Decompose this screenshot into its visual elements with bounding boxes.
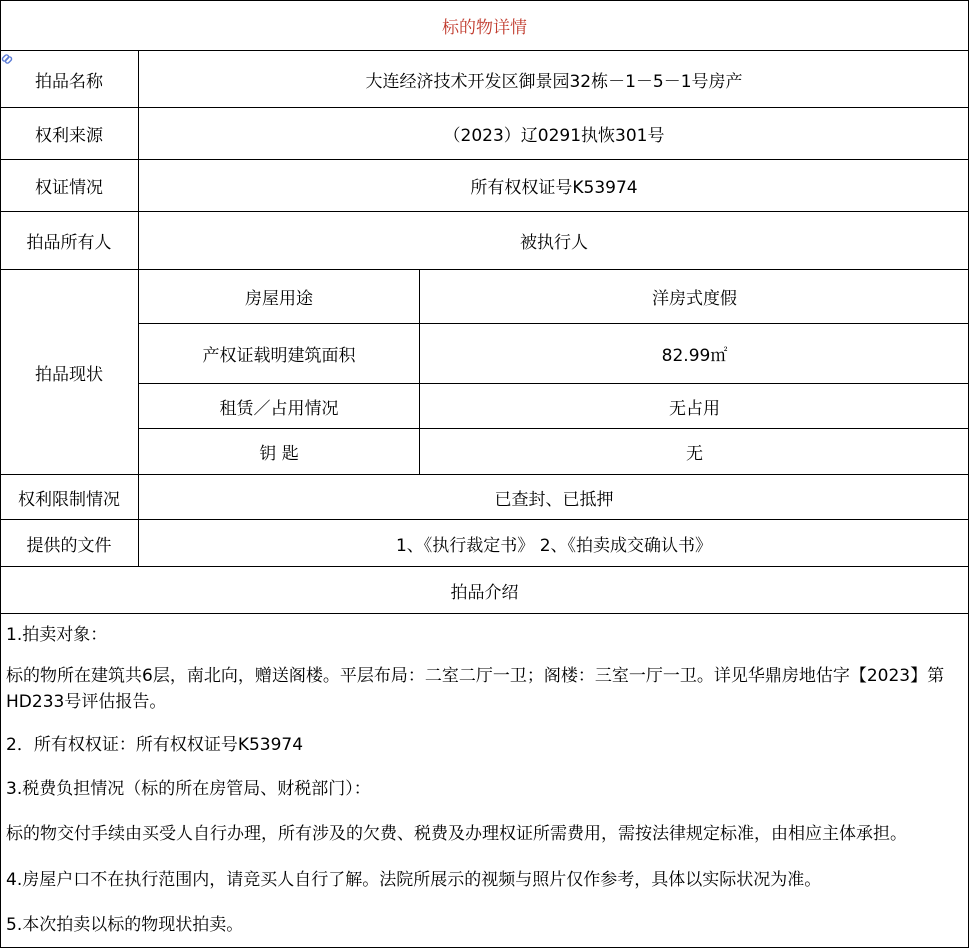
value-keys: 无 [686, 444, 703, 464]
value-owner: 被执行人 [520, 233, 588, 253]
value-item-name: 大连经济技术开发区御景园32栋－1－5－1号房产 [365, 71, 743, 92]
intro-paragraph: 4.房屋户口不在执行范围内，请竞买人自行了解。法院所展示的视频与照片仅作参考，具体以实际状况为准。 [6, 870, 822, 890]
intro-paragraph: 1.拍卖对象： [6, 625, 108, 645]
value-rights-restriction: 已查封、已抵押 [494, 489, 614, 510]
label-item-name: 拍品名称 [35, 71, 103, 92]
intro-paragraph: 3.税费负担情况（标的所在房管局、财税部门）： [6, 779, 371, 799]
value-documents: 1、《执行裁定书》 2、《拍卖成交确认书》 [395, 535, 713, 556]
label-documents: 提供的文件 [26, 535, 112, 556]
value-occupancy: 无占用 [669, 398, 720, 419]
intro-paragraph: 标的物交付手续由买受人自行办理，所有涉及的欠费、税费及办理权证所需费用，需按法律规定标准，由相应主体承担。 [6, 824, 907, 844]
page-title: 标的物详情 [442, 17, 527, 38]
row-divider [0, 613, 969, 614]
label-owner: 拍品所有人 [26, 233, 112, 253]
value-rights-source: （2023）辽0291执恢301号 [443, 126, 665, 146]
intro-paragraph: 5.本次拍卖以标的物现状拍卖。 [6, 915, 244, 935]
intro-paragraph: 标的物所在建筑共6层，南北向，赠送阁楼。平层布局：二室二厅一卫；阁楼：三室一厅一卫。详见华鼎房地估字【2023】第HD233号评估报告。 [6, 666, 945, 712]
label-occupancy: 租赁／占用情况 [219, 398, 339, 419]
intro-heading: 拍品介绍 [450, 582, 519, 603]
label-house-usage: 房屋用途 [245, 289, 313, 309]
value-house-usage: 洋房式度假 [652, 289, 737, 309]
label-item-status: 拍品现状 [35, 364, 103, 385]
label-building-area: 产权证载明建筑面积 [202, 346, 356, 366]
label-rights-source: 权利来源 [35, 126, 103, 146]
intro-paragraph: 2．所有权权证：所有权权证号K53974 [6, 735, 304, 755]
label-rights-restriction: 权利限制情况 [18, 489, 120, 510]
value-building-area: 82.99㎡ [661, 346, 728, 366]
label-certificate: 权证情况 [35, 178, 103, 198]
value-certificate: 所有权权证号K53974 [470, 178, 638, 198]
label-keys: 钥 匙 [259, 444, 299, 464]
